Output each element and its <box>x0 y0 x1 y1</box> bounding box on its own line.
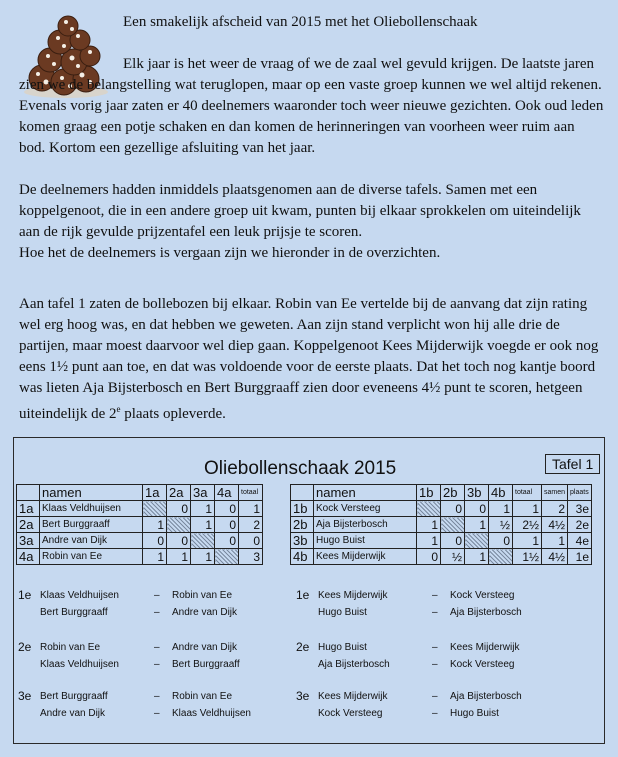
paragraph-3-text: Hoe het de deelnemers is vergaan zijn we hieronder in de overzichten. <box>19 245 441 261</box>
score-cell: 0 <box>143 533 167 549</box>
header-1b: 1b <box>417 485 441 501</box>
pair-player-black: Bert Burggraaff <box>172 659 240 670</box>
pair-player-white: Klaas Veldhuijsen <box>40 590 119 601</box>
pair-player-black: Aja Bijsterbosch <box>450 607 522 618</box>
total-cell: 2 <box>239 517 263 533</box>
header-3a: 3a <box>191 485 215 501</box>
left-results-table <box>16 484 263 565</box>
pair-player-black: Hugo Buist <box>450 708 499 719</box>
total-cell: 1 <box>513 533 542 549</box>
header-4b: 4b <box>489 485 513 501</box>
pair-player-white: Aja Bijsterbosch <box>318 659 390 670</box>
header-namen: namen <box>40 485 143 501</box>
tafel-label: Tafel 1 <box>545 454 600 474</box>
round-label: 2e <box>18 640 32 654</box>
pair-player-white: Bert Burggraaff <box>40 691 108 702</box>
pair-player-black: Aja Bijsterbosch <box>450 691 522 702</box>
score-cell: 0 <box>167 501 191 517</box>
player-name: Kock Versteeg <box>314 501 417 517</box>
self-cell <box>143 501 167 517</box>
table-row <box>17 517 263 533</box>
right-results-table <box>290 484 592 565</box>
pair-dash: – <box>432 590 438 601</box>
player-code: 4a <box>17 549 40 565</box>
pair-dash: – <box>432 691 438 702</box>
player-code: 4b <box>291 549 314 565</box>
table-row <box>291 517 592 533</box>
pair-player-white: Klaas Veldhuijsen <box>40 659 119 670</box>
score-cell: ½ <box>441 549 465 565</box>
score-cell: 0 <box>489 533 513 549</box>
score-cell: 1 <box>465 549 489 565</box>
total-cell: 2½ <box>513 517 542 533</box>
header-2b: 2b <box>441 485 465 501</box>
table-row <box>17 533 263 549</box>
paragraph-4-text: Aan tafel 1 zaten de bollebozen bij elkaar. Robin van Ee vertelde bij de aanvang dat zijn rating wel erg hoog was, en dat hebben we geweten. Aan zijn stand verplicht won hij alle drie de partijen, maar moest daarvoor wel diep gaan. Koppelgenoot Kees Mijderwijk voegde er ook nog eens 1½ punt aan toe, en dat was voldoende voor de eerste plaats. Dat het toch nog kantje boord was lieten Aja Bijsterbosch en Bert Burggraaff zien door eveneens 4½ punt te scoren, hetgeen uiteindelijk de 2e plaats opleverde. <box>19 296 599 422</box>
score-cell: 1 <box>465 517 489 533</box>
self-cell <box>441 517 465 533</box>
panel-title: Oliebollenschaak 2015 <box>204 458 397 479</box>
score-cell: ½ <box>489 517 513 533</box>
pair-player-white: Kees Mijderwijk <box>318 691 388 702</box>
table-row <box>291 549 592 565</box>
score-cell: 0 <box>441 533 465 549</box>
player-code: 3a <box>17 533 40 549</box>
pair-player-white: Hugo Buist <box>318 642 367 653</box>
table-row <box>291 533 592 549</box>
pair-player-black: Robin van Ee <box>172 590 233 601</box>
pair-player-black: Kock Versteeg <box>450 590 515 601</box>
total-cell: 1½ <box>513 549 542 565</box>
total-cell: 1 <box>239 501 263 517</box>
player-code: 3b <box>291 533 314 549</box>
plaats-cell: 1e <box>568 549 592 565</box>
player-name: Bert Burggraaff <box>40 517 143 533</box>
player-name: Robin van Ee <box>40 549 143 565</box>
round-label: 3e <box>296 689 310 703</box>
paragraph-2-text: De deelnemers hadden inmiddels plaatsgenomen aan de diverse tafels. Samen met een koppelgenoot, die in een andere groep uit kwam, punten bij elkaar sprokkelen om uiteindelijk aan de rijk gevulde prijzentafel een leuk prijsje te scoren. <box>19 182 581 240</box>
pair-dash: – <box>432 659 438 670</box>
score-cell: 1 <box>489 501 513 517</box>
header-namen: namen <box>314 485 417 501</box>
plaats-cell: 3e <box>568 501 592 517</box>
score-cell: 0 <box>215 517 239 533</box>
plaats-cell: 4e <box>568 533 592 549</box>
article-title: Een smakelijk afscheid van 2015 met het Oliebollenschaak <box>123 14 478 30</box>
header-1a: 1a <box>143 485 167 501</box>
score-cell: 1 <box>143 549 167 565</box>
paragraph-1-text: Elk jaar is het weer de vraag of we de zaal wel gevuld krijgen. De laatste jaren zien we de belangstelling wat teruglopen, maar op een vaste groep kunnen we wel altijd rekenen. Evenals vorig jaar zaten er 40 deelnemers waaronder toch weer nieuwe gezichten. Ook oud leden komen graag een potje schaken en dan komen de herinneringen van voorheen weer ruim aan bod. Kortom een gezellige afsluiting van het jaar. <box>19 56 604 156</box>
header-totaal: totaal <box>239 485 263 501</box>
pair-player-white: Andre van Dijk <box>40 708 106 719</box>
pair-player-black: Kock Versteeg <box>450 659 515 670</box>
paragraph-2 <box>19 180 604 264</box>
pair-player-black: Andre van Dijk <box>172 607 238 618</box>
score-cell: 1 <box>417 517 441 533</box>
pair-player-white: Kock Versteeg <box>318 708 383 719</box>
table-row <box>291 501 592 517</box>
header-4a: 4a <box>215 485 239 501</box>
results-panel <box>13 437 605 744</box>
round-label: 1e <box>18 588 32 602</box>
pair-dash: – <box>432 708 438 719</box>
player-name: Klaas Veldhuijsen <box>40 501 143 517</box>
total-cell: 3 <box>239 549 263 565</box>
pair-dash: – <box>154 708 160 719</box>
score-cell: 1 <box>191 517 215 533</box>
plaats-cell: 2e <box>568 517 592 533</box>
table-row <box>17 549 263 565</box>
header-samen: samen <box>542 485 568 501</box>
header-plaats: plaats <box>568 485 592 501</box>
header-row <box>291 485 592 501</box>
pair-player-black: Kees Mijderwijk <box>450 642 520 653</box>
round-label: 1e <box>296 588 310 602</box>
pair-dash: – <box>432 642 438 653</box>
total-cell: 0 <box>239 533 263 549</box>
pair-player-black: Klaas Veldhuijsen <box>172 708 251 719</box>
round-label: 3e <box>18 689 32 703</box>
paragraph-4 <box>19 294 604 425</box>
score-cell: 0 <box>465 501 489 517</box>
self-cell <box>489 549 513 565</box>
pair-dash: – <box>154 590 160 601</box>
score-cell: 1 <box>417 533 441 549</box>
samen-cell: 1 <box>542 533 568 549</box>
pair-dash: – <box>154 607 160 618</box>
score-cell: 0 <box>215 533 239 549</box>
player-name: Andre van Dijk <box>40 533 143 549</box>
player-name: Kees Mijderwijk <box>314 549 417 565</box>
pair-dash: – <box>154 691 160 702</box>
player-code: 2b <box>291 517 314 533</box>
self-cell <box>191 533 215 549</box>
pair-player-white: Bert Burggraaff <box>40 607 108 618</box>
pair-dash: – <box>432 607 438 618</box>
pair-player-black: Robin van Ee <box>172 691 233 702</box>
pair-player-white: Kees Mijderwijk <box>318 590 388 601</box>
table-row <box>17 501 263 517</box>
pair-player-black: Andre van Dijk <box>172 642 238 653</box>
self-cell <box>465 533 489 549</box>
header-2a: 2a <box>167 485 191 501</box>
self-cell <box>167 517 191 533</box>
corner-cell <box>17 485 40 501</box>
samen-cell: 4½ <box>542 549 568 565</box>
score-cell: 1 <box>191 501 215 517</box>
score-cell: 1 <box>167 549 191 565</box>
header-3b: 3b <box>465 485 489 501</box>
player-code: 2a <box>17 517 40 533</box>
pair-dash: – <box>154 659 160 670</box>
pair-player-white: Hugo Buist <box>318 607 367 618</box>
corner-cell <box>291 485 314 501</box>
total-cell: 1 <box>513 501 542 517</box>
score-cell: 1 <box>143 517 167 533</box>
score-cell: 0 <box>417 549 441 565</box>
self-cell <box>215 549 239 565</box>
score-cell: 1 <box>191 549 215 565</box>
score-cell: 0 <box>215 501 239 517</box>
paragraph-1 <box>19 54 604 159</box>
player-code: 1b <box>291 501 314 517</box>
score-cell: 0 <box>167 533 191 549</box>
pair-player-white: Robin van Ee <box>40 642 101 653</box>
samen-cell: 2 <box>542 501 568 517</box>
self-cell <box>417 501 441 517</box>
player-name: Aja Bijsterbosch <box>314 517 417 533</box>
player-code: 1a <box>17 501 40 517</box>
pair-dash: – <box>154 642 160 653</box>
player-name: Hugo Buist <box>314 533 417 549</box>
header-row <box>17 485 263 501</box>
round-label: 2e <box>296 640 310 654</box>
score-cell: 0 <box>441 501 465 517</box>
samen-cell: 4½ <box>542 517 568 533</box>
header-totaal: totaal <box>513 485 542 501</box>
